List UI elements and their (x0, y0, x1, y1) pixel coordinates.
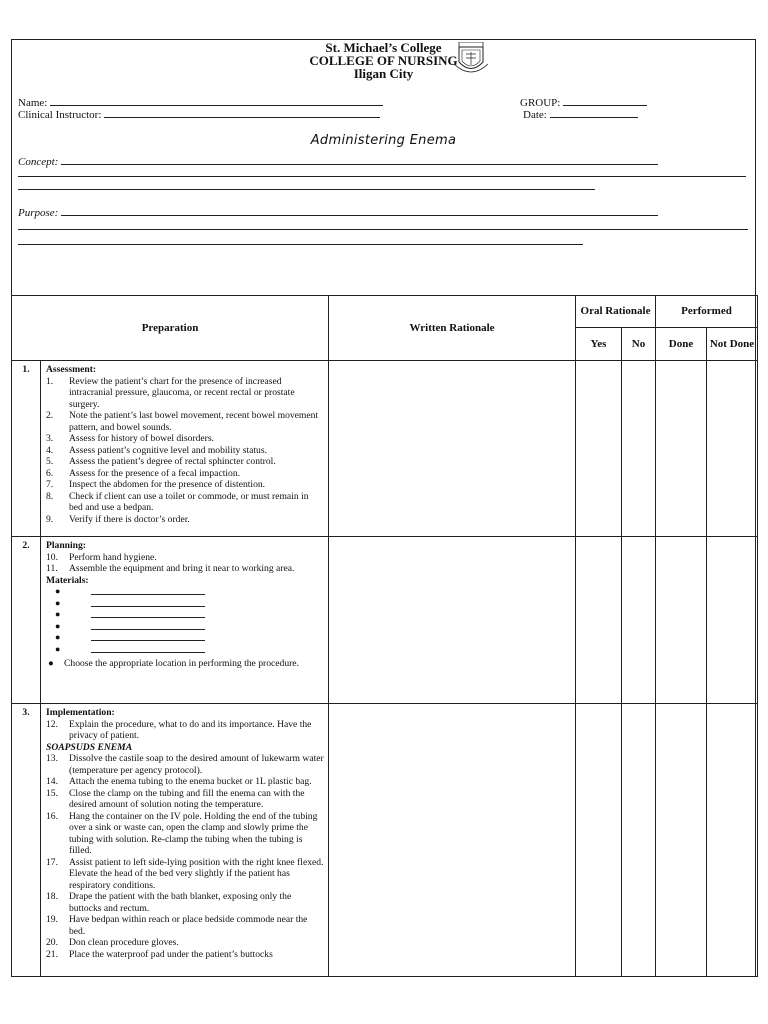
bullet-icon: ● (55, 597, 61, 608)
form-header (12, 40, 755, 296)
list-item: 10. Perform hand hygiene. (46, 551, 157, 563)
no-cell[interactable] (622, 704, 656, 977)
list-item: 12. Explain the procedure, what to do and its importance. Have the privacy of patient. (46, 718, 312, 741)
table-row (12, 361, 758, 537)
material-blank[interactable] (46, 598, 324, 610)
implementation-intro-steps (46, 719, 324, 742)
purpose-label: Purpose: (18, 207, 59, 219)
materials-label: Materials: (46, 574, 89, 586)
table-row (12, 537, 758, 704)
section-number: 1. (12, 361, 41, 537)
section-number: 3. (12, 704, 41, 977)
planning-steps (46, 552, 324, 575)
list-item: 14. Attach the enema tubing to the enema bucket or 1L plastic bag. (46, 776, 312, 787)
name-label: Name: (18, 97, 48, 109)
list-item: 18. Drape the patient with the bath blanket, exposing only the buttocks and rectum. (46, 891, 292, 914)
list-item: 16. Hang the container on the IV pole. Holding the end of the tubing over a sink or waste can, open the clamp and slowly prime the tubing with solution. Re-clamp the tubing when the tubing is filled. (46, 810, 318, 856)
college-seal-icon (453, 42, 489, 76)
group-label: GROUP: (520, 97, 561, 109)
list-item: 20. Don clean procedure gloves. (46, 937, 179, 948)
college-city: Iligan City (353, 66, 414, 81)
list-item: 3. Assess for history of bowel disorders. (46, 433, 214, 444)
list-item: 2. Note the patient’s last bowel movement, recent bowel movement pattern, and bowel sounds. (46, 410, 319, 433)
yes-cell[interactable] (576, 361, 622, 537)
bullet-icon: ● (55, 609, 61, 619)
list-item: 4. Assess patient’s cognitive level and mobility status. (46, 444, 267, 456)
materials-list (46, 586, 324, 655)
done-cell[interactable] (656, 537, 707, 704)
not-done-cell[interactable] (707, 537, 758, 704)
done-cell[interactable] (656, 361, 707, 537)
no-cell[interactable] (622, 361, 656, 537)
list-item: 21. Place the waterproof pad under the patient’s buttocks (46, 948, 273, 960)
list-item: 5. Assess the patient’s degree of rectal sphincter control. (46, 456, 276, 467)
no-header: No (622, 328, 656, 361)
list-item: 9. Verify if there is doctor’s order. (46, 513, 190, 525)
not-done-cell[interactable] (707, 704, 758, 977)
college-name: St. Michael’s College (325, 40, 442, 55)
implementation-steps (46, 753, 324, 960)
group-field[interactable] (563, 95, 647, 106)
form-title: Administering Enema (310, 133, 457, 148)
concept-blank-line-3[interactable] (18, 189, 595, 190)
bullet-icon: ● (55, 620, 61, 631)
purpose-line (18, 205, 658, 219)
yes-header: Yes (576, 328, 622, 361)
performed-header: Performed (656, 296, 758, 328)
list-item: 7. Inspect the abdomen for the presence of distention. (46, 479, 266, 490)
concept-label: Concept: (18, 156, 59, 168)
date-field[interactable] (550, 107, 638, 118)
list-item: 17. Assist patient to left side-lying position with the right knee flexed. Elevate the head of the bed very slightly if the patient has respiratory conditions. (46, 856, 324, 891)
instructor-field[interactable] (104, 107, 380, 118)
list-item: 1. Review the patient’s chart for the presence of increased intracranial pressure, glaucoma, or recent rectal or prostate surgery. (46, 375, 295, 410)
instructor-label: Clinical Instructor: (18, 109, 102, 121)
purpose-field[interactable] (61, 205, 658, 216)
material-blank[interactable] (46, 644, 324, 656)
material-blank[interactable] (46, 632, 324, 644)
list-item: 13. Dissolve the castile soap to the desired amount of lukewarm water (temperature per agency protocol). (46, 753, 324, 776)
concept-blank-line-2[interactable] (18, 176, 746, 177)
written-rationale-cell[interactable] (329, 537, 576, 704)
yes-cell[interactable] (576, 704, 622, 977)
written-rationale-header: Written Rationale (329, 296, 576, 361)
bullet-icon: ● (55, 643, 61, 654)
section-title: Planning: (46, 540, 86, 551)
concept-field[interactable] (61, 154, 658, 165)
list-item: 8. Check if client can use a toilet or commode, or must remain in bed and use a bedpan. (46, 490, 309, 513)
soapsuds-enema-heading: SOAPSUDS ENEMA (46, 741, 133, 753)
procedure-checklist-table (11, 295, 758, 977)
written-rationale-cell[interactable] (329, 704, 576, 977)
list-item: ● Choose the appropriate location in performing the procedure. (48, 658, 299, 669)
bullet-icon: ● (48, 658, 54, 669)
preparation-header: Preparation (12, 296, 329, 361)
no-cell[interactable] (622, 537, 656, 704)
implementation-section (41, 704, 329, 977)
section-title: Implementation: (46, 707, 115, 718)
done-cell[interactable] (656, 704, 707, 977)
purpose-blank-line-2[interactable] (18, 229, 748, 230)
college-heading (12, 41, 755, 80)
bullet-icon: ● (55, 586, 61, 596)
list-item: 19. Have bedpan within reach or place bedside commode near the bed. (46, 914, 308, 937)
not-done-cell[interactable] (707, 361, 758, 537)
not-done-header: Not Done (707, 328, 758, 361)
written-rationale-cell[interactable] (329, 361, 576, 537)
concept-line (18, 154, 658, 168)
assessment-steps (46, 376, 324, 526)
section-title: Assessment: (46, 364, 97, 375)
purpose-blank-line-3[interactable] (18, 244, 583, 245)
planning-section (41, 537, 329, 704)
list-item: 11. Assemble the equipment and bring it near to working area. (46, 563, 295, 574)
bullet-icon: ● (55, 632, 61, 642)
table-row (12, 704, 758, 977)
section-number: 2. (12, 537, 41, 704)
date-line (523, 107, 638, 121)
yes-cell[interactable] (576, 537, 622, 704)
instructor-line (18, 107, 380, 121)
list-item: 6. Assess for the presence of a fecal impaction. (46, 467, 241, 479)
assessment-section (41, 361, 329, 537)
college-department: COLLEGE OF NURSING (309, 53, 458, 68)
date-label: Date: (523, 109, 547, 121)
oral-rationale-header: Oral Rationale (576, 296, 656, 328)
done-header: Done (656, 328, 707, 361)
list-item: 15. Close the clamp on the tubing and fill the enema can with the desired amount of solution noting the temperature. (46, 787, 305, 810)
checklist-page (11, 39, 756, 977)
material-blank[interactable] (46, 586, 324, 598)
material-blank[interactable] (46, 609, 324, 621)
material-blank[interactable] (46, 621, 324, 633)
name-field[interactable] (50, 95, 383, 106)
